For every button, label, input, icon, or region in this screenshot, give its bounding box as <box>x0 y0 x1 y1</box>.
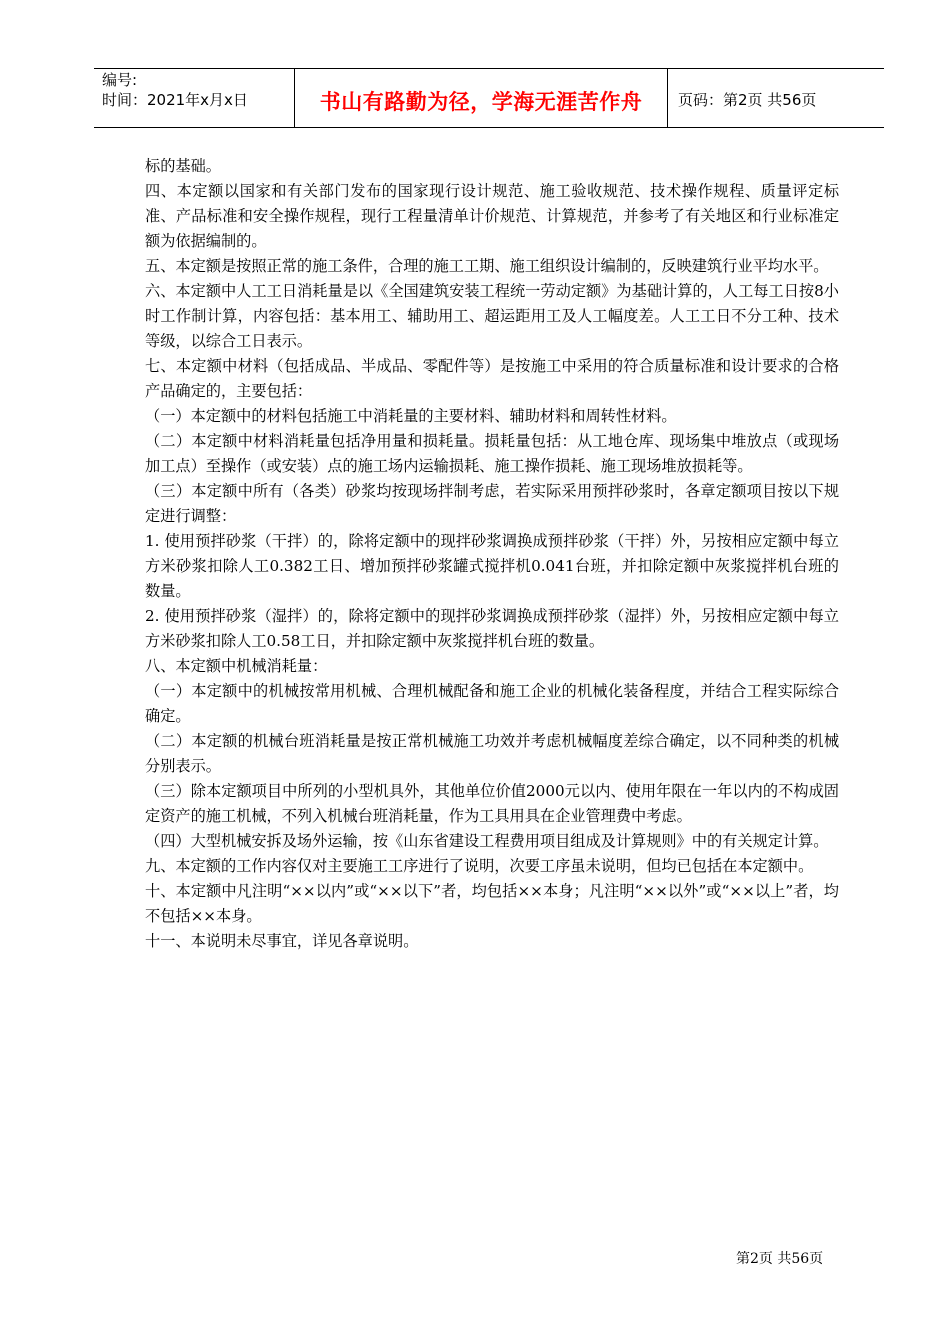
paragraph: 2. 使用预拌砂浆（湿拌）的，除将定额中的现拌砂浆调换成预拌砂浆（湿拌）外，另按相应定额中每立方米砂浆扣除人工0.58工日，并扣除定额中灰浆搅拌机台班的数量。 <box>145 607 839 650</box>
doc-code-label: 编号: <box>102 71 138 89</box>
page-footer: 第2页 共56页 <box>736 1251 824 1267</box>
paragraph: （一）本定额中的材料包括施工中消耗量的主要材料、辅助材料和周转性材料。 <box>145 407 677 425</box>
paragraph: 八、本定额中机械消耗量： <box>145 657 328 675</box>
motto-text: 书山有路勤为径，学海无涯苦作舟 <box>319 90 643 114</box>
paragraph: （二）本定额中材料消耗量包括净用量和损耗量。损耗量包括：从工地仓库、现场集中堆放点（或现场加工点）至操作（或安装）点的施工场内运输损耗、施工操作损耗、施工现场堆放损耗等。 <box>145 432 839 475</box>
paragraph: （三）除本定额项目中所列的小型机具外，其他单位价值2000元以内、使用年限在一年以内的不构成固定资产的施工机械，不列入机械台班消耗量，作为工具用具在企业管理费中考虑。 <box>145 782 839 825</box>
page-header <box>94 68 884 128</box>
paragraph: （四）大型机械安拆及场外运输，按《山东省建设工程费用项目组成及计算规则》中的有关规定计算。 <box>145 832 829 850</box>
paragraph: （二）本定额的机械台班消耗量是按正常机械施工功效并考虑机械幅度差综合确定，以不同种类的机械分别表示。 <box>145 732 839 775</box>
header-page-cell <box>668 69 884 127</box>
header-motto-cell <box>295 69 668 127</box>
paragraph: 九、本定额的工作内容仅对主要施工工序进行了说明，次要工序虽未说明，但均已包括在本定额中。 <box>145 857 814 875</box>
paragraph: 五、本定额是按照正常的施工条件，合理的施工工期、施工组织设计编制的，反映建筑行业平均水平。 <box>145 257 829 275</box>
header-page-number: 页码：第2页 共56页 <box>678 91 817 109</box>
document-body <box>145 154 839 954</box>
doc-time-label: 时间：2021年x月x日 <box>102 91 248 109</box>
header-meta <box>94 69 295 127</box>
paragraph: 十、本定额中凡注明“××以内”或“××以下”者，均包括××本身；凡注明“××以外”或“××以上”者，均不包括××本身。 <box>145 882 839 925</box>
paragraph: （一）本定额中的机械按常用机械、合理机械配备和施工企业的机械化装备程度，并结合工程实际综合确定。 <box>145 682 839 725</box>
paragraph: 十一、本说明未尽事宜，详见各章说明。 <box>145 932 419 950</box>
paragraph: （三）本定额中所有（各类）砂浆均按现场拌制考虑，若实际采用预拌砂浆时，各章定额项目按以下规定进行调整： <box>145 482 839 525</box>
paragraph: 标的基础。 <box>145 157 221 175</box>
paragraph: 七、本定额中材料（包括成品、半成品、零配件等）是按施工中采用的符合质量标准和设计要求的合格产品确定的，主要包括： <box>145 357 839 400</box>
paragraph: 四、本定额以国家和有关部门发布的国家现行设计规范、施工验收规范、技术操作规程、质量评定标准、产品标准和安全操作规程，现行工程量清单计价规范、计算规范，并参考了有关地区和行业标准定额为依据编制的。 <box>145 182 839 250</box>
paragraph: 1. 使用预拌砂浆（干拌）的，除将定额中的现拌砂浆调换成预拌砂浆（干拌）外，另按相应定额中每立方米砂浆扣除人工0.382工日、增加预拌砂浆罐式搅拌机0.041台班，并扣除定额中灰浆搅拌机台班的数量。 <box>145 532 839 600</box>
paragraph: 六、本定额中人工工日消耗量是以《全国建筑安装工程统一劳动定额》为基础计算的，人工每工日按8小时工作制计算，内容包括：基本用工、辅助用工、超运距用工及人工幅度差。人工工日不分工种、技术等级，以综合工日表示。 <box>145 282 839 350</box>
